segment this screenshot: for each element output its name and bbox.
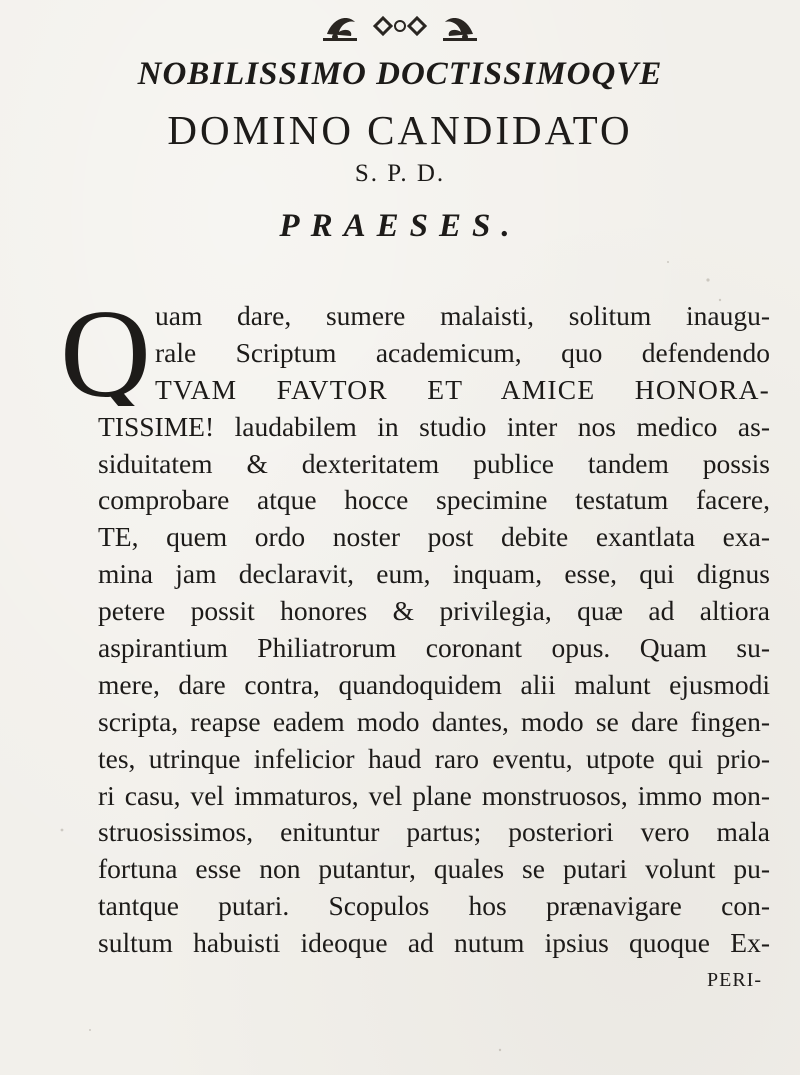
text-line: petere possit honores & privilegia, quæ ad altiora xyxy=(98,595,770,627)
text-line: mere, dare contra, quandoquidem alii malunt ejusmodi xyxy=(98,668,770,700)
drop-cap-letter: Q xyxy=(60,298,151,406)
text-line: uam dare, sumere malaisti, solitum inaugu- xyxy=(155,300,770,331)
body-paragraph xyxy=(98,298,770,999)
text-line: fortuna esse non putantur, quales se putari volunt pu- xyxy=(98,853,770,885)
text-line: TISSIME! laudabilem in studio inter nos medico as- xyxy=(98,410,770,442)
text-line: siduitatem & dexteritatem publice tandem possis xyxy=(98,447,770,479)
text-line: mina jam declaravit, eum, inquam, esse, qui dignus xyxy=(98,558,770,590)
text-line: TVAM FAVTOR ET AMICE HONORA- xyxy=(155,373,770,405)
text-line: aspirantium Philiatrorum coronant opus. Quam su- xyxy=(98,632,770,664)
text-line: comprobare atque hocce specimine testatum facere, xyxy=(98,484,770,516)
text-line: tes, utrinque infelicior haud raro eventu, utpote qui prio- xyxy=(98,742,770,774)
praeses-line: PRAESES. xyxy=(279,208,521,244)
catchword: PERI- xyxy=(707,969,762,992)
text-line: struosissimos, enituntur partus; posteriori vero mala xyxy=(98,816,770,848)
text-line: rale Scriptum academicum, quo defendendo xyxy=(155,336,770,368)
text-line: TE, quem ordo noster post debite exantlata exa- xyxy=(98,521,770,553)
dedication-line: NOBILISSIMO DOCTISSIMOQVE xyxy=(137,56,663,92)
text-line: scripta, reapse eadem modo dantes, modo se dare fingen- xyxy=(98,705,770,737)
salutation-line: S. P. D. xyxy=(354,160,446,187)
text-line: ri casu, vel immaturos, vel plane monstruosos, immo mon- xyxy=(98,779,770,811)
ornament-icon xyxy=(0,4,800,44)
text-line: tantque putari. Scopulos hos prænavigare con- xyxy=(98,890,770,922)
text-line: sultum habuisti ideoque ad nutum ipsius quoque Ex- xyxy=(98,927,770,959)
addressee-line: DOMINO CANDIDATO xyxy=(167,107,633,153)
